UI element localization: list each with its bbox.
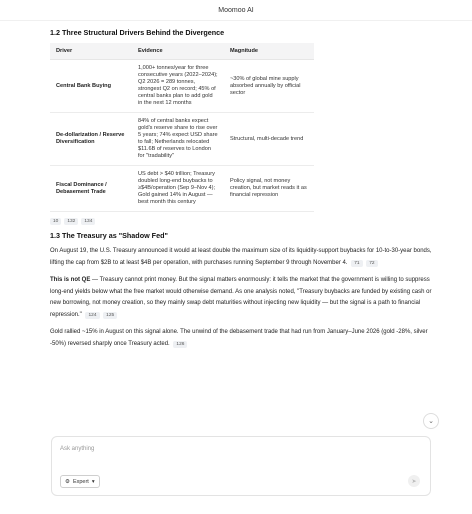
header-evidence: Evidence bbox=[132, 43, 224, 60]
cell-evidence: 1,000+ tonnes/year for three consecutive years (2022–2024); Q2 2026 = 289 tonnes, strongest Q2 on record; 45% of central banks plan to add gold in the next 12 months bbox=[132, 60, 224, 113]
table-row bbox=[50, 60, 314, 113]
header-driver: Driver bbox=[50, 43, 132, 60]
drivers-table bbox=[50, 43, 314, 212]
section-title-treasury: 1.3 The Treasury as "Shadow Fed" bbox=[50, 231, 168, 240]
paragraph-text: Gold rallied ~15% in August on this signal alone. The unwind of the debasement trade that had run from January–June 2026 (gold -28%, silver -50%) reversed sharply once Treasury acted. bbox=[50, 329, 428, 347]
table-row bbox=[50, 113, 314, 166]
robot-icon: ⚙ bbox=[65, 478, 70, 485]
citation-ref[interactable]: 124 bbox=[85, 312, 99, 319]
app-title: Moomoo AI bbox=[218, 6, 254, 14]
citation-ref[interactable]: 126 bbox=[173, 341, 187, 348]
cell-driver: De-dollarization / Reserve Diversification bbox=[50, 113, 132, 166]
cell-magnitude: Policy signal, not money creation, but market reads it as financial repression bbox=[224, 166, 314, 212]
paragraph-bold: This is not QE bbox=[50, 277, 91, 283]
citation-ref[interactable]: 125 bbox=[103, 312, 117, 319]
scroll-down-button[interactable] bbox=[423, 413, 439, 429]
chat-content bbox=[50, 28, 432, 356]
mode-select-button[interactable] bbox=[60, 475, 100, 488]
paragraph bbox=[50, 275, 432, 321]
send-button[interactable] bbox=[408, 475, 420, 487]
paragraph bbox=[50, 246, 432, 269]
table-row bbox=[50, 166, 314, 212]
citation-tag[interactable]: 132 bbox=[64, 218, 78, 225]
paragraph-text: On August 19, the U.S. Treasury announced it would at least double the maximum size of its liquidity-support buybacks for 10-to-30-year bonds, lifting the cap from $2B to at least $4B per operation, with purchases running September 9 through November 4. bbox=[50, 248, 432, 266]
citation-ref[interactable]: 71 bbox=[351, 260, 362, 267]
cell-magnitude: ~30% of global mine supply absorbed annually by official sector bbox=[224, 60, 314, 113]
chat-input-placeholder[interactable]: Ask anything bbox=[60, 446, 95, 452]
citation-ref[interactable]: 72 bbox=[366, 260, 377, 267]
mode-label: Expert bbox=[72, 478, 89, 485]
chat-input-box[interactable] bbox=[51, 436, 431, 496]
cell-magnitude: Structural, multi-decade trend bbox=[224, 113, 314, 166]
chevron-down-icon: ⌄ bbox=[428, 418, 434, 425]
citation-tags bbox=[50, 218, 432, 225]
header-magnitude: Magnitude bbox=[224, 43, 314, 60]
cell-driver: Central Bank Buying bbox=[50, 60, 132, 113]
cell-driver: Fiscal Dominance / Debasement Trade bbox=[50, 166, 132, 212]
caret-down-icon: ▾ bbox=[91, 478, 95, 485]
section-title-drivers: 1.2 Three Structural Drivers Behind the Divergence bbox=[50, 28, 225, 37]
cell-evidence: 84% of central banks expect gold's reserve share to rise over 5 years; 74% expect USD share to fall; Netherlands relocated $11.6B of reserves to London for "tradability" bbox=[132, 113, 224, 166]
table-header-row bbox=[50, 43, 314, 60]
paragraph-text: — Treasury cannot print money. But the signal matters enormously: it tells the market that the government is willing to suppress long-end yields below what the free market would otherwise demand. As one analysis noted, "Treasury buybacks are funded by existing cash or new borrowing, not money creation, so they mainly swap debt maturities without injecting new liquidity — but the signal is a path to financial repression." bbox=[50, 277, 432, 318]
paragraph bbox=[50, 327, 432, 350]
citation-tag[interactable]: 10 bbox=[50, 218, 61, 225]
app-header bbox=[0, 0, 472, 21]
citation-tag[interactable]: 134 bbox=[81, 218, 95, 225]
send-icon: ➤ bbox=[411, 478, 417, 485]
cell-evidence: US debt > $40 trillion; Treasury doubled long-end buybacks to ≥$4B/operation (Sep 9–Nov 4); Gold gained 14% in August — best month this century bbox=[132, 166, 224, 212]
